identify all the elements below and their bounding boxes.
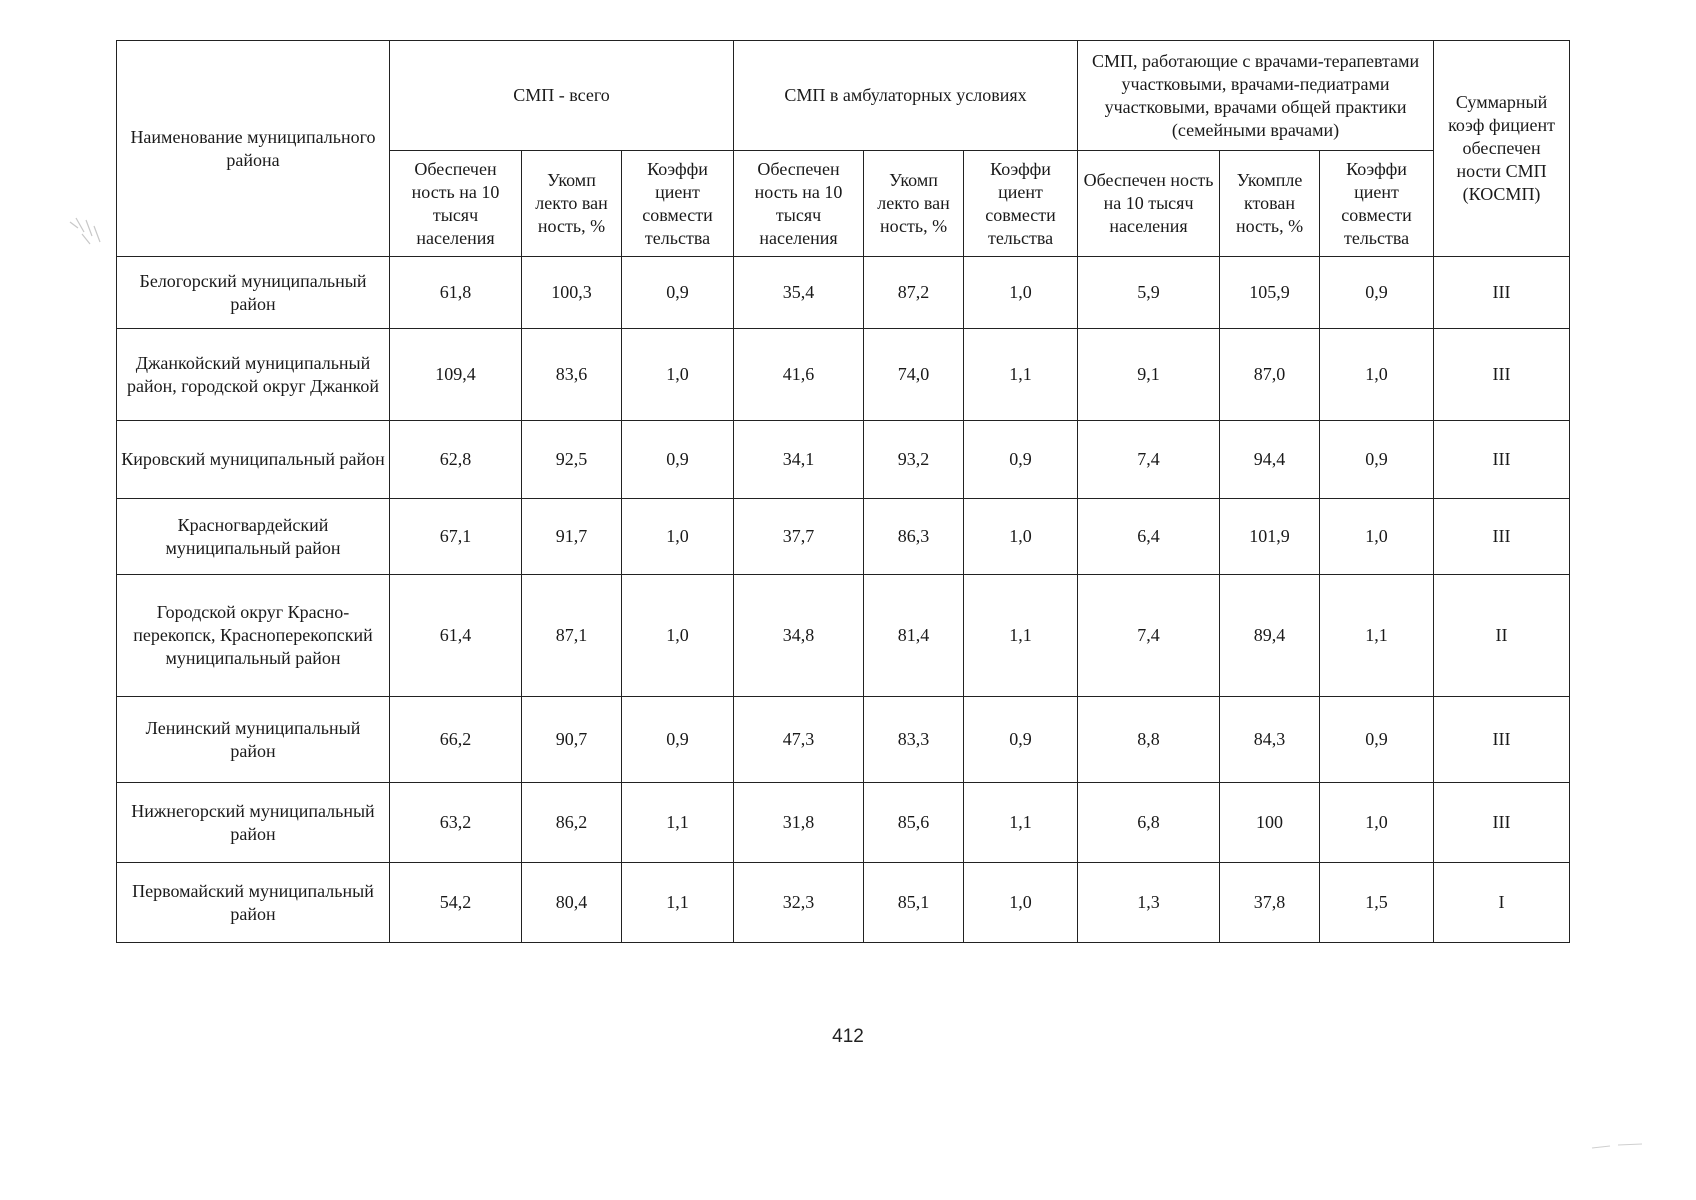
value-cell: 62,8 xyxy=(390,421,522,499)
value-cell: 105,9 xyxy=(1220,257,1320,329)
value-cell: 1,0 xyxy=(622,575,734,697)
summary-cell: III xyxy=(1434,329,1570,421)
value-cell: 83,6 xyxy=(522,329,622,421)
value-cell: 0,9 xyxy=(964,697,1078,783)
value-cell: 74,0 xyxy=(864,329,964,421)
value-cell: 37,7 xyxy=(734,499,864,575)
header-group-smp-outpatient: СМП в амбулаторных условиях xyxy=(734,41,1078,151)
value-cell: 41,6 xyxy=(734,329,864,421)
table-row xyxy=(117,329,1570,421)
value-cell: 0,9 xyxy=(964,421,1078,499)
table-row xyxy=(117,421,1570,499)
summary-cell: III xyxy=(1434,697,1570,783)
value-cell: 100,3 xyxy=(522,257,622,329)
value-cell: 1,0 xyxy=(964,863,1078,943)
value-cell: 61,4 xyxy=(390,575,522,697)
district-name-cell: Кировский муниципальный район xyxy=(117,421,390,499)
summary-cell: III xyxy=(1434,257,1570,329)
value-cell: 0,9 xyxy=(622,257,734,329)
value-cell: 34,1 xyxy=(734,421,864,499)
value-cell: 92,5 xyxy=(522,421,622,499)
header-subcol: Укомпле ктован ность, % xyxy=(1220,151,1320,257)
table-row xyxy=(117,697,1570,783)
value-cell: 34,8 xyxy=(734,575,864,697)
header-subcol: Коэффи циент совмести тельства xyxy=(1320,151,1434,257)
summary-cell: III xyxy=(1434,783,1570,863)
value-cell: 87,1 xyxy=(522,575,622,697)
header-subcol: Коэффи циент совмести тельства xyxy=(622,151,734,257)
header-subcol: Укомп лекто ван ность, % xyxy=(864,151,964,257)
table-row xyxy=(117,257,1570,329)
table-row xyxy=(117,783,1570,863)
header-subcol: Обеспечен ность на 10 тысяч населения xyxy=(734,151,864,257)
value-cell: 0,9 xyxy=(1320,257,1434,329)
value-cell: 1,1 xyxy=(622,863,734,943)
value-cell: 87,0 xyxy=(1220,329,1320,421)
value-cell: 37,8 xyxy=(1220,863,1320,943)
value-cell: 93,2 xyxy=(864,421,964,499)
value-cell: 7,4 xyxy=(1078,421,1220,499)
value-cell: 0,9 xyxy=(622,697,734,783)
summary-cell: III xyxy=(1434,499,1570,575)
summary-cell: I xyxy=(1434,863,1570,943)
district-name-cell: Ленинский муниципальный район xyxy=(117,697,390,783)
scan-smudge-mark xyxy=(64,214,120,254)
value-cell: 1,1 xyxy=(1320,575,1434,697)
district-name-cell: Городской округ Красно-перекопск, Красноперекопский муниципальный район xyxy=(117,575,390,697)
value-cell: 86,2 xyxy=(522,783,622,863)
table-row xyxy=(117,575,1570,697)
header-subcol: Обеспечен ность на 10 тысяч населения xyxy=(1078,151,1220,257)
district-name-cell: Нижнегорский муниципальный район xyxy=(117,783,390,863)
value-cell: 1,0 xyxy=(964,499,1078,575)
value-cell: 90,7 xyxy=(522,697,622,783)
value-cell: 0,9 xyxy=(622,421,734,499)
table-row xyxy=(117,863,1570,943)
value-cell: 1,1 xyxy=(964,329,1078,421)
page-number: 412 xyxy=(832,1026,864,1047)
value-cell: 6,4 xyxy=(1078,499,1220,575)
header-summary-coefficient: Суммарный коэф фициент обеспечен ности СМП (КОСМП) xyxy=(1434,41,1570,257)
value-cell: 31,8 xyxy=(734,783,864,863)
table-body xyxy=(117,257,1570,943)
value-cell: 63,2 xyxy=(390,783,522,863)
district-name-cell: Первомайский муниципальный район xyxy=(117,863,390,943)
district-name-cell: Красногвардейский муниципальный район xyxy=(117,499,390,575)
value-cell: 1,1 xyxy=(964,575,1078,697)
header-district-name: Наименование муниципального района xyxy=(117,41,390,257)
summary-cell: III xyxy=(1434,421,1570,499)
value-cell: 87,2 xyxy=(864,257,964,329)
table-row xyxy=(117,499,1570,575)
value-cell: 86,3 xyxy=(864,499,964,575)
value-cell: 80,4 xyxy=(522,863,622,943)
header-subcol: Обеспечен ность на 10 тысяч населения xyxy=(390,151,522,257)
value-cell: 1,1 xyxy=(622,783,734,863)
value-cell: 9,1 xyxy=(1078,329,1220,421)
value-cell: 47,3 xyxy=(734,697,864,783)
value-cell: 35,4 xyxy=(734,257,864,329)
value-cell: 1,3 xyxy=(1078,863,1220,943)
value-cell: 85,1 xyxy=(864,863,964,943)
header-subcol: Укомп лекто ван ность, % xyxy=(522,151,622,257)
header-group-smp-with-doctors: СМП, работающие с врачами-терапевтами участковыми, врачами-педиатрами участковыми, врачами общей практики (семейными врачами) xyxy=(1078,41,1434,151)
value-cell: 109,4 xyxy=(390,329,522,421)
table-header xyxy=(117,41,1570,257)
district-name-cell: Джанкойский муниципальный район, городской округ Джанкой xyxy=(117,329,390,421)
value-cell: 1,0 xyxy=(1320,499,1434,575)
value-cell: 100 xyxy=(1220,783,1320,863)
value-cell: 5,9 xyxy=(1078,257,1220,329)
value-cell: 1,0 xyxy=(1320,329,1434,421)
value-cell: 1,1 xyxy=(964,783,1078,863)
header-group-smp-total: СМП - всего xyxy=(390,41,734,151)
district-name-cell: Белогорский муниципальный район xyxy=(117,257,390,329)
value-cell: 94,4 xyxy=(1220,421,1320,499)
value-cell: 85,6 xyxy=(864,783,964,863)
header-subcol: Коэффи циент совмести тельства xyxy=(964,151,1078,257)
value-cell: 7,4 xyxy=(1078,575,1220,697)
value-cell: 81,4 xyxy=(864,575,964,697)
value-cell: 101,9 xyxy=(1220,499,1320,575)
value-cell: 54,2 xyxy=(390,863,522,943)
value-cell: 8,8 xyxy=(1078,697,1220,783)
value-cell: 66,2 xyxy=(390,697,522,783)
value-cell: 91,7 xyxy=(522,499,622,575)
value-cell: 84,3 xyxy=(1220,697,1320,783)
value-cell: 1,0 xyxy=(622,499,734,575)
value-cell: 1,0 xyxy=(964,257,1078,329)
value-cell: 0,9 xyxy=(1320,697,1434,783)
scan-edge-mark xyxy=(1590,1142,1646,1150)
value-cell: 61,8 xyxy=(390,257,522,329)
value-cell: 83,3 xyxy=(864,697,964,783)
coverage-table xyxy=(116,40,1570,943)
value-cell: 67,1 xyxy=(390,499,522,575)
value-cell: 0,9 xyxy=(1320,421,1434,499)
value-cell: 6,8 xyxy=(1078,783,1220,863)
value-cell: 1,0 xyxy=(622,329,734,421)
value-cell: 1,5 xyxy=(1320,863,1434,943)
value-cell: 32,3 xyxy=(734,863,864,943)
summary-cell: II xyxy=(1434,575,1570,697)
value-cell: 89,4 xyxy=(1220,575,1320,697)
value-cell: 1,0 xyxy=(1320,783,1434,863)
